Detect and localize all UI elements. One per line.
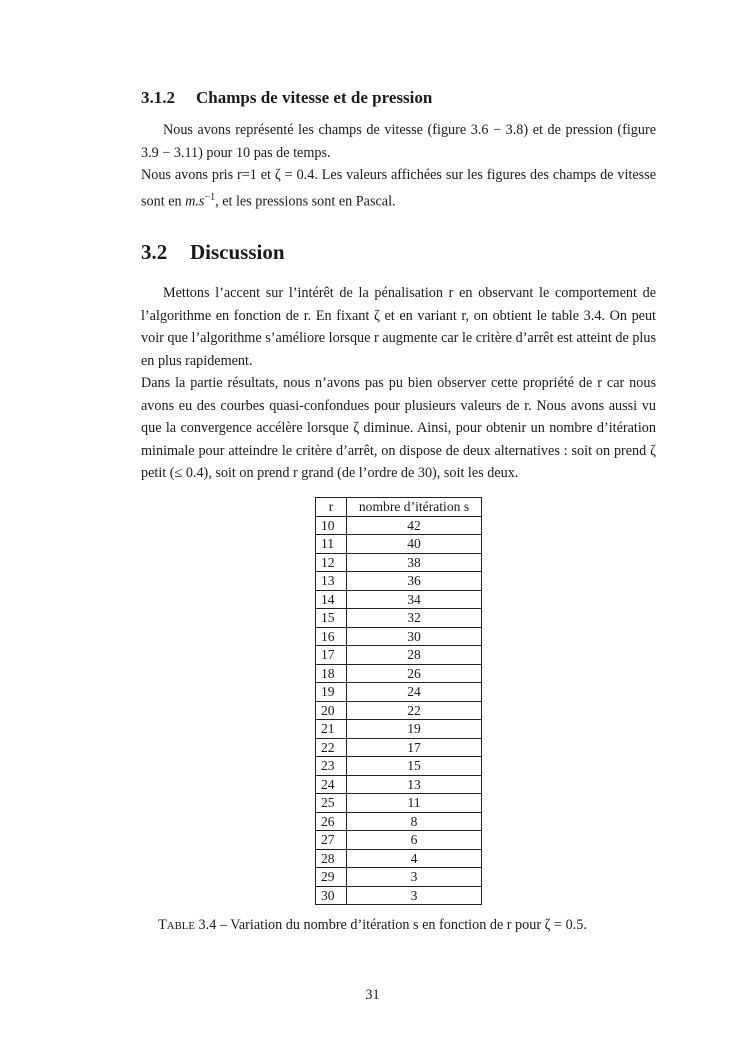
cell-r: 19: [316, 683, 347, 702]
cell-s: 8: [347, 812, 482, 831]
cell-s: 32: [347, 609, 482, 628]
cell-s: 13: [347, 775, 482, 794]
subsection-number: 3.1.2: [141, 88, 175, 107]
table-row: [316, 868, 482, 887]
cell-s: 40: [347, 535, 482, 554]
table-row: [316, 553, 482, 572]
table-row: [316, 609, 482, 628]
table-row: [316, 775, 482, 794]
cell-r: 10: [316, 516, 347, 535]
cell-s: 24: [347, 683, 482, 702]
table-row: [316, 720, 482, 739]
table-header-s: nombre d’itération s: [347, 498, 482, 517]
cell-s: 26: [347, 664, 482, 683]
table-row: [316, 812, 482, 831]
cell-s: 22: [347, 701, 482, 720]
table-header-r: r: [316, 498, 347, 517]
cell-s: 30: [347, 627, 482, 646]
cell-s: 42: [347, 516, 482, 535]
table-row: [316, 646, 482, 665]
table-row: [316, 701, 482, 720]
cell-r: 16: [316, 627, 347, 646]
cell-r: 13: [316, 572, 347, 591]
discussion-paragraph-2: Dans la partie résultats, nous n’avons pas pu bien observer cette propriété de r car nous avons eu des courbes quasi-confondues pour plusieurs valeurs de r. Nous avons aussi vu que la convergence accélère lorsque ζ diminue. Ainsi, pour obtenir un nombre d’itération minimale pour atteindre le critère d’arrêt, on dispose de deux alternatives : soit on prend ζ petit (≤ 0.4), soit on prend r grand (de l’ordre de 30), soit les deux.: [141, 375, 656, 482]
table-row: [316, 535, 482, 554]
table-row: [316, 738, 482, 757]
subsection-heading: [141, 88, 432, 108]
page-number: 31: [365, 987, 380, 1003]
cell-r: 11: [316, 535, 347, 554]
cell-r: 29: [316, 868, 347, 887]
cell-s: 19: [347, 720, 482, 739]
cell-r: 27: [316, 831, 347, 850]
caption-label-first: T: [158, 917, 167, 933]
cell-r: 15: [316, 609, 347, 628]
cell-s: 3: [347, 886, 482, 905]
cell-r: 18: [316, 664, 347, 683]
subsection-paragraph-1: Nous avons représenté les champs de vitesse (figure 3.6 − 3.8) et de pression (figure 3.9 − 3.11) pour 10 pas de temps.: [141, 122, 656, 161]
subsection-paragraph-2: Nous avons pris r=1 et ζ = 0.4. Les valeurs affichées sur les figures des champs de vitesse sont en $m.s^{-1}$, et les pressions sont en Pascal.: [141, 167, 656, 210]
cell-r: 20: [316, 701, 347, 720]
table-row: [316, 831, 482, 850]
cell-r: 14: [316, 590, 347, 609]
cell-r: 24: [316, 775, 347, 794]
cell-r: 22: [316, 738, 347, 757]
cell-s: 36: [347, 572, 482, 591]
cell-s: 4: [347, 849, 482, 868]
cell-s: 6: [347, 831, 482, 850]
table-row: [316, 794, 482, 813]
caption-text: – Variation du nombre d’itération s en fonction de r pour ζ = 0.5.: [216, 917, 587, 933]
velocity-unit: m.s: [185, 193, 205, 210]
subsection-title: Champs de vitesse et de pression: [196, 88, 433, 107]
cell-r: 17: [316, 646, 347, 665]
table-row: [316, 886, 482, 905]
section-heading: [141, 240, 285, 265]
cell-r: 28: [316, 849, 347, 868]
cell-s: 15: [347, 757, 482, 776]
table-row: [316, 516, 482, 535]
cell-r: 23: [316, 757, 347, 776]
cell-s: 17: [347, 738, 482, 757]
table-row: [316, 757, 482, 776]
cell-r: 21: [316, 720, 347, 739]
table-caption: [0, 917, 745, 934]
cell-r: 12: [316, 553, 347, 572]
velocity-unit-exponent: −1: [204, 191, 216, 203]
cell-s: 34: [347, 590, 482, 609]
caption-number: 3.4: [195, 917, 217, 933]
table-row: [316, 683, 482, 702]
cell-r: 30: [316, 886, 347, 905]
iteration-table: [315, 497, 482, 905]
discussion-paragraph-1: Mettons l’accent sur l’intérêt de la pénalisation r en observant le comportement de l’algorithme en fonction de r. En fixant ζ et en variant r, on obtient le table 3.4. On peut voir que l’algorithme s’améliore lorsque r augmente car le critère d’arrêt est atteint de plus en plus rapidement.: [141, 285, 656, 369]
table-row: [316, 664, 482, 683]
section-title: Discussion: [190, 240, 285, 264]
caption-label-rest: ABLE: [166, 920, 195, 932]
table-row: [316, 590, 482, 609]
cell-r: 26: [316, 812, 347, 831]
cell-r: 25: [316, 794, 347, 813]
table-row: [316, 849, 482, 868]
table-row: [316, 572, 482, 591]
cell-s: 3: [347, 868, 482, 887]
table-row: [316, 627, 482, 646]
table-header-row: [316, 498, 482, 517]
cell-s: 38: [347, 553, 482, 572]
cell-s: 28: [347, 646, 482, 665]
section-number: 3.2: [141, 240, 168, 264]
cell-s: 11: [347, 794, 482, 813]
